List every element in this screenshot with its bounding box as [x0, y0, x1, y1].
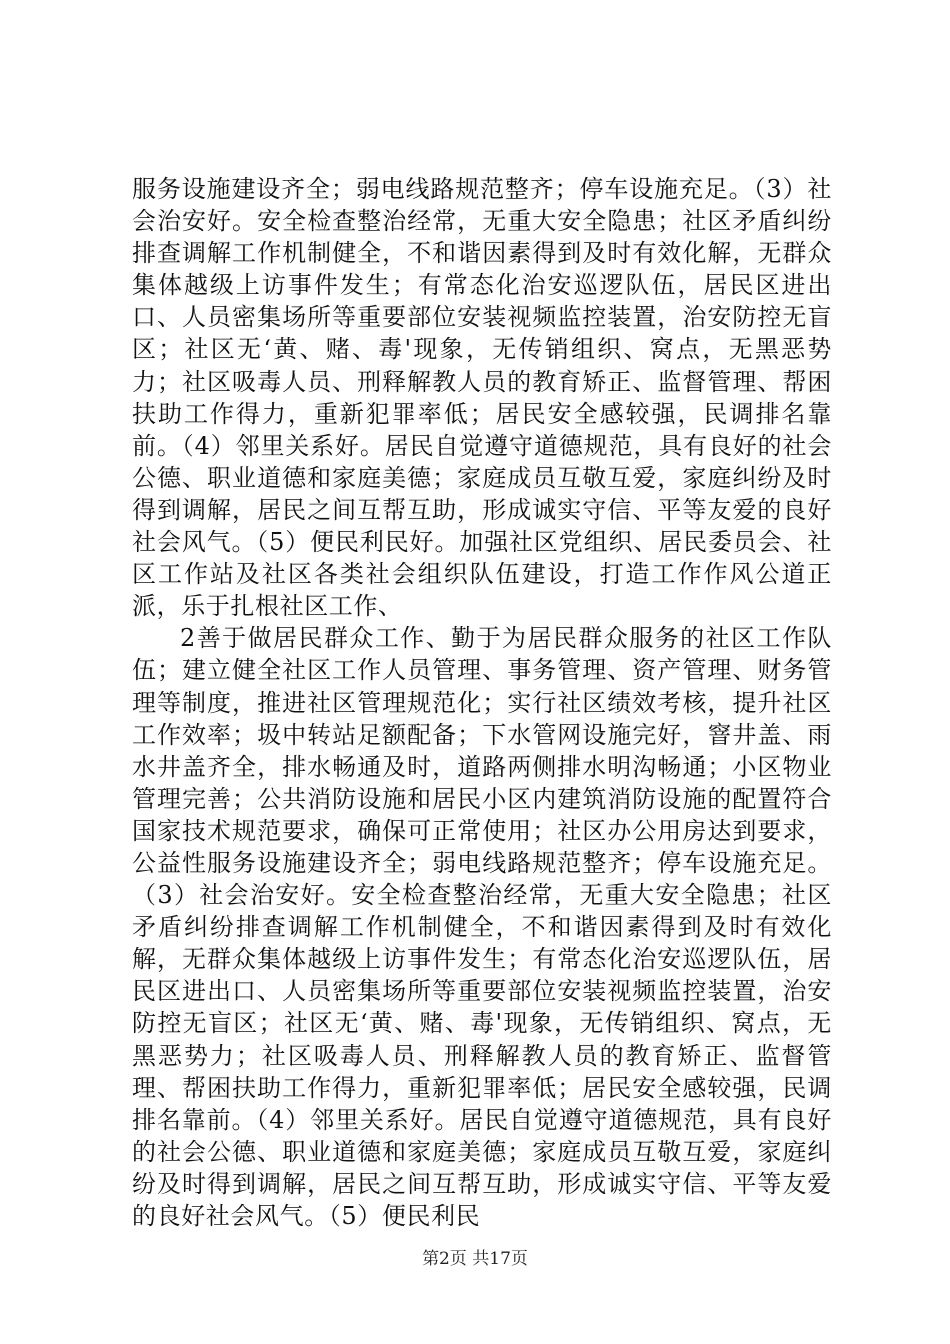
- paragraph-2: 2善于做居民群众工作、勤于为居民群众服务的社区工作队伍；建立健全社区工作人员管理、事务管理、资产管理、财务管理等制度，推进社区管理规范化；实行社区绩效考核，提升社区工作效率；圾中转站足额配备；下水管网设施完好，窨井盖、雨水井盖齐全，排水畅通及时，道路两侧排水明沟畅通；小区物业管理完善；公共消防设施和居民小区内建筑消防设施的配置符合国家技术规范要求，确保可正常使用；社区办公用房达到要求，公益性服务设施建设齐全；弱电线路规范整齐；停车设施充足。（3）社会治安好。安全检查整治经常，无重大安全隐患；社区矛盾纠纷排查调解工作机制健全，不和谐因素得到及时有效化解，无群众集体越级上访事件发生；有常态化治安巡逻队伍，居民区进出口、人员密集场所等重要部位安装视频监控装置，治安防控无盲区；社区无‘黄、赌、毒'现象，无传销组织、窝点，无黑恶势力；社区吸毒人员、刑释解教人员的教育矫正、监督管理、帮困扶助工作得力，重新犯罪率低；居民安全感较强，民调排名靠前。（4）邻里关系好。居民自觉遵守道德规范，具有良好的社会公德、职业道德和家庭美德；家庭成员互敬互爱，家庭纠纷及时得到调解，居民之间互帮互助，形成诚实守信、平等友爱的良好社会风气。（5）便民利民: [132, 624, 832, 1230]
- page-number-footer: 第2页 共17页: [422, 1249, 528, 1269]
- paragraph-1: 服务设施建设齐全；弱电线路规范整齐；停车设施充足。（3）社会治安好。安全检查整治经常，无重大安全隐患；社区矛盾纠纷排查调解工作机制健全，不和谐因素得到及时有效化解，无群众集体越级上访事件发生；有常态化治安巡逻队伍，居民区进出口、人员密集场所等重要部位安装视频监控装置，治安防控无盲区；社区无‘黄、赌、毒'现象，无传销组织、窝点，无黑恶势力；社区吸毒人员、刑释解教人员的教育矫正、监督管理、帮困扶助工作得力，重新犯罪率低；居民安全感较强，民调排名靠前。（4）邻里关系好。居民自觉遵守道德规范，具有良好的社会公德、职业道德和家庭美德；家庭成员互敬互爱，家庭纠纷及时得到调解，居民之间互帮互助，形成诚实守信、平等友爱的良好社会风气。（5）便民利民好。加强社区党组织、居民委员会、社区工作站及社区各类社会组织队伍建设，打造工作作风公道正派，乐于扎根社区工作、: [132, 175, 832, 621]
- document-body: [132, 173, 832, 1232]
